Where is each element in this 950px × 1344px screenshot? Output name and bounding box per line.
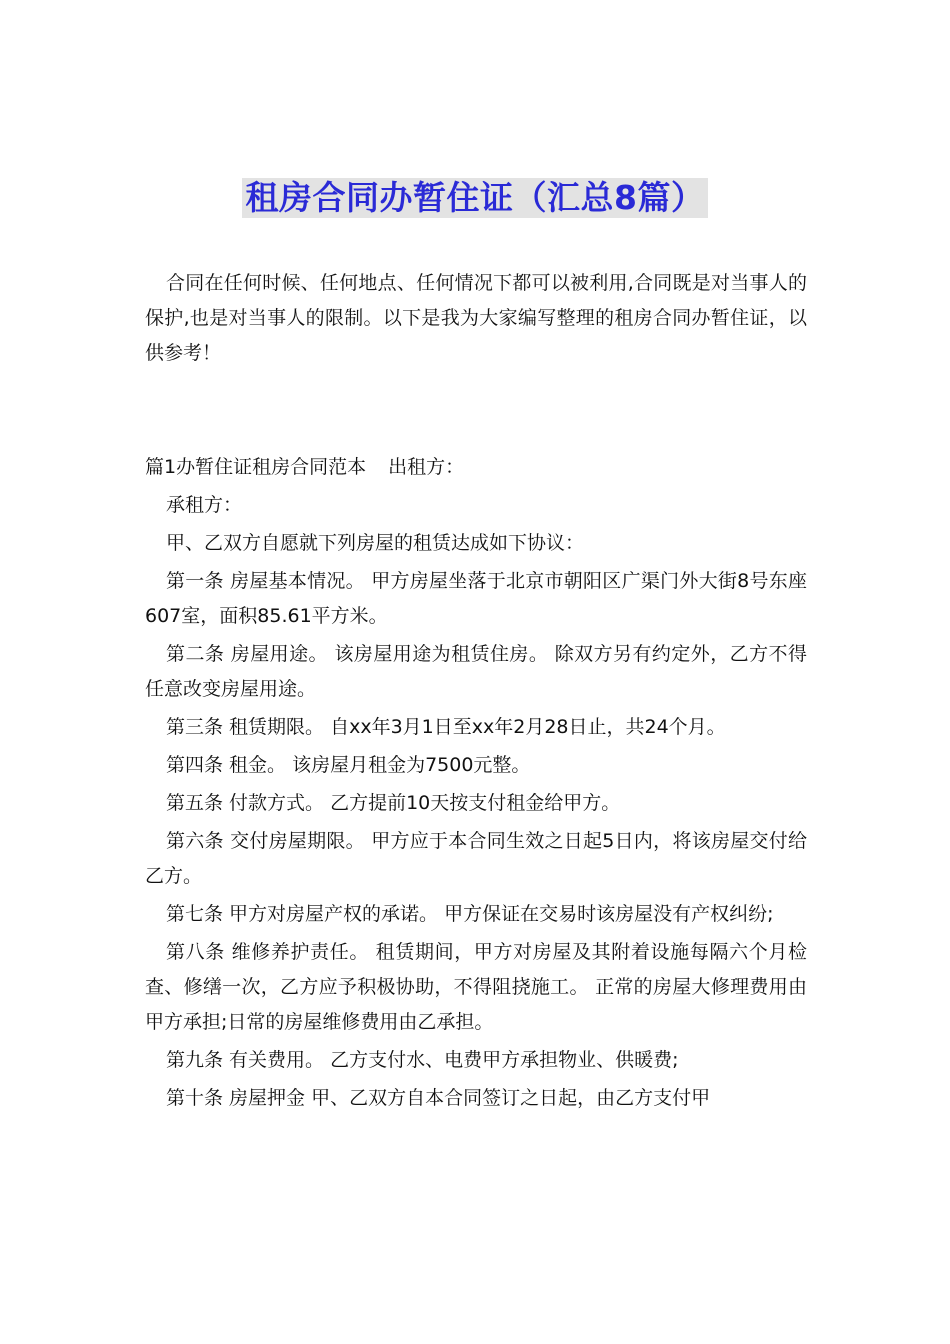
- clause-6: 第六条 交付房屋期限。 甲方应于本合同生效之日起5日内，将该房屋交付给乙方。: [145, 830, 807, 887]
- clause-10: 第十条 房屋押金 甲、乙双方自本合同签订之日起，由乙方支付甲: [166, 1087, 711, 1109]
- section-heading-line: [145, 450, 807, 485]
- intro-paragraph: 合同在任何时候、任何地点、任何情况下都可以被利用,合同既是对当事人的保护,也是对当事人的限制。以下是我为大家编写整理的租房合同办暂住证，以供参考！: [145, 272, 807, 364]
- clause-8: 第八条 维修养护责任。 租赁期间，甲方对房屋及其附着设施每隔六个月检查、修缮一次，乙方应予积极协助，不得阻挠施工。 正常的房屋大修理费用由甲方承担;日常的房屋维修费用由乙承担。: [145, 941, 807, 1033]
- section-heading: 篇1办暂住证租房合同范本: [145, 456, 367, 478]
- clause-3: 第三条 租赁期限。 自xx年3月1日至xx年2月28日止，共24个月。: [166, 716, 726, 738]
- lessor-label: 出租方：: [388, 456, 465, 478]
- clause-5: 第五条 付款方式。 乙方提前10天按支付租金给甲方。: [166, 792, 621, 814]
- clause-7: 第七条 甲方对房屋产权的承诺。 甲方保证在交易时该房屋没有产权纠纷;: [166, 903, 774, 925]
- paragraph-lessee: 承租方：: [166, 494, 243, 516]
- contract-content: [145, 450, 807, 1119]
- clause-2: 第二条 房屋用途。 该房屋用途为租赁住房。 除双方另有约定外，乙方不得任意改变房屋用途。: [145, 643, 807, 700]
- clause-9: 第九条 有关费用。 乙方支付水、电费甲方承担物业、供暖费;: [166, 1049, 679, 1071]
- intro-block: [145, 266, 807, 371]
- document-title: 租房合同办暂住证（汇总8篇）: [242, 178, 709, 218]
- clause-4: 第四条 租金。 该房屋月租金为7500元整。: [166, 754, 531, 776]
- paragraph-agreement: 甲、乙双方自愿就下列房屋的租赁达成如下协议：: [166, 532, 585, 554]
- clause-1: 第一条 房屋基本情况。 甲方房屋坐落于北京市朝阳区广渠门外大街8号东座607室，面积85.61平方米。: [145, 570, 807, 627]
- title-container: [0, 178, 950, 218]
